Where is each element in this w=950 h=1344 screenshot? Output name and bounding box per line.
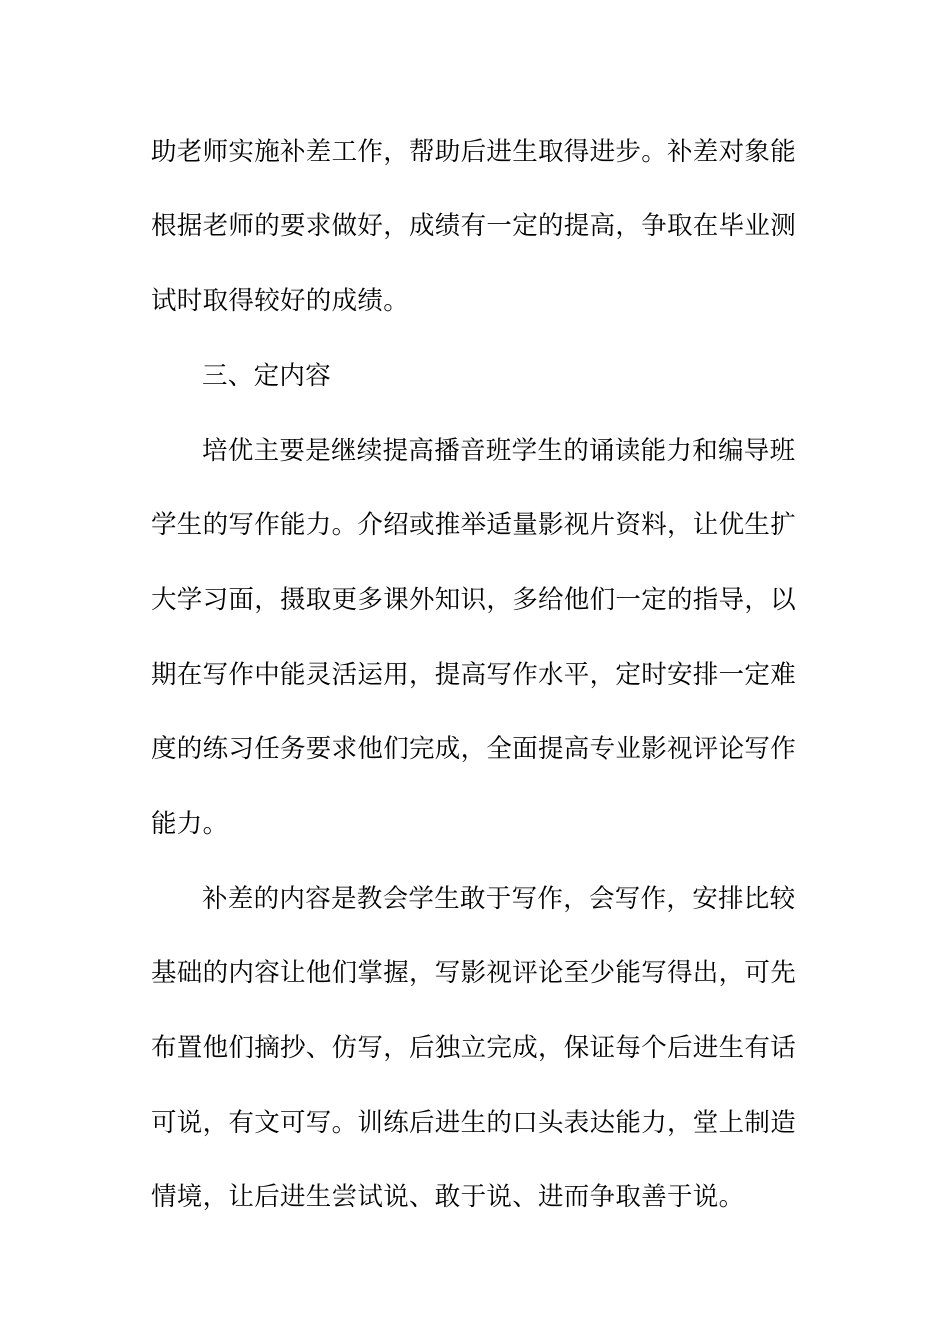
paragraph-line: 助老师实施补差工作，帮助后进生取得进步。补差对象能 bbox=[151, 137, 797, 167]
paragraph-line: 可说，有文可写。训练后进生的口头表达能力，堂上制造 bbox=[151, 1108, 797, 1138]
paragraph-line: 度的练习任务要求他们完成，全面提高专业影视评论写作 bbox=[151, 734, 797, 764]
paragraph-line: 培优主要是继续提高播音班学生的诵读能力和编导班 bbox=[202, 436, 796, 466]
paragraph-line: 情境，让后进生尝试说、敢于说、进而争取善于说。 bbox=[151, 1182, 745, 1212]
paragraph-line: 试时取得较好的成绩。 bbox=[151, 286, 410, 316]
paragraph-line: 能力。 bbox=[151, 809, 229, 839]
paragraph-line: 期在写作中能灵活运用，提高写作水平，定时安排一定难 bbox=[151, 660, 797, 690]
paragraph-line: 根据老师的要求做好，成绩有一定的提高，争取在毕业测 bbox=[151, 211, 797, 241]
paragraph-line: 布置他们摘抄、仿写，后独立完成，保证每个后进生有话 bbox=[151, 1033, 797, 1063]
paragraph-line: 补差的内容是教会学生敢于写作，会写作，安排比较 bbox=[202, 884, 796, 914]
section-heading: 三、定内容 bbox=[202, 361, 332, 391]
paragraph-line: 基础的内容让他们掌握，写影视评论至少能写得出，可先 bbox=[151, 958, 797, 988]
paragraph-line: 大学习面，摄取更多课外知识，多给他们一定的指导，以 bbox=[151, 585, 797, 615]
paragraph-line: 学生的写作能力。介绍或推举适量影视片资料，让优生扩 bbox=[151, 510, 797, 540]
